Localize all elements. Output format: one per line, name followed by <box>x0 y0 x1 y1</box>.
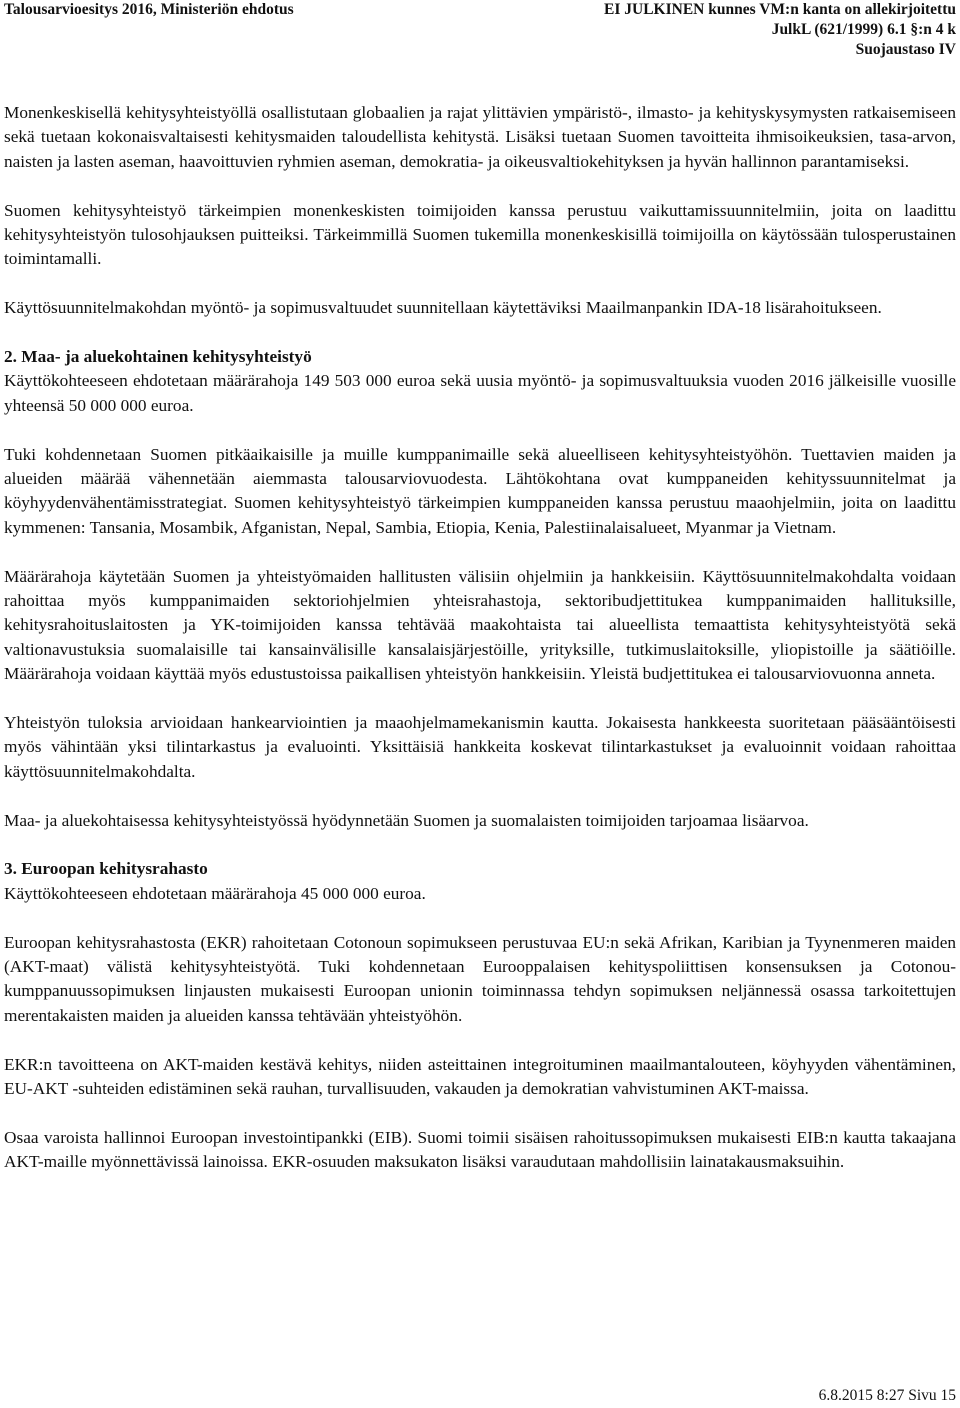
header-classification-line-2: JulkL (621/1999) 6.1 §:n 4 k <box>771 21 956 38</box>
section-heading-2: 2. Maa- ja aluekohtainen kehitysyhteistyö <box>4 347 312 367</box>
paragraph: Osaa varoista hallinnoi Euroopan investointipankki (EIB). Suomi toimii sisäisen rahoitussopimuksen mukaisesti EIB:n kautta takaajana AKT-maille myönnettävissä lainoissa. EKR-osuuden maksukaton lisäksi varaudutaan mahdollisiin lainatakausmaksuihin. <box>4 1127 956 1172</box>
header-title: Talousarvioesitys 2016, Ministeriön ehdotus <box>4 1 294 18</box>
header-classification-line-1: EI JULKINEN kunnes VM:n kanta on allekirjoitettu <box>604 1 956 18</box>
section-heading-3: 3. Euroopan kehitysrahasto <box>4 859 208 879</box>
paragraph: Monenkeskisellä kehitysyhteistyöllä osallistutaan globaalien ja rajat ylittävien ympäristö-, ilmasto- ja kehityskysymysten ratkaisemiseen sekä tuetaan kokonaisvaltaisesti kehitysmaiden taloudellista kehitystä. Lisäksi tuetaan Suomen tavoitteita ihmisoikeuksien, tasa-arvon, naisten ja lasten aseman, haavoittuvien ryhmien aseman, demokratia- ja oikeusvaltiokehityksen ja hyvän hallinnon parantamiseksi. <box>4 103 956 171</box>
page-footer: 6.8.2015 8:27 Sivu 15 <box>818 1387 956 1404</box>
paragraph: Yhteistyön tuloksia arvioidaan hankearviointien ja maaohjelmamekanismin kautta. Jokaisesta hankkeesta suoritetaan pääsääntöisesti myös vähintään yksi tilintarkastus ja evaluointi. Yksittäisiä hankkeita koskevat tilintarkastukset ja evaluoinnit voidaan rahoittaa käyttösuunnitelmakohdalta. <box>4 713 956 781</box>
paragraph: Maa- ja aluekohtaisessa kehitysyhteistyössä hyödynnetään Suomen ja suomalaisten toimijoiden tarjoamaa lisäarvoa. <box>4 810 809 830</box>
paragraph: Suomen kehitysyhteistyö tärkeimpien monenkeskisten toimijoiden kanssa perustuu vaikuttamissuunnitelmiin, joita on laadittu kehitysyhteistyön tulosohjauksen puitteiksi. Tärkeimmillä Suomen tukemilla monenkeskisillä toimijoilla on käytössään tulosperustainen toimintamalli. <box>4 200 956 269</box>
paragraph: Käyttökohteeseen ehdotetaan määrärahoja 149 503 000 euroa sekä uusia myöntö- ja sopimusvaltuuksia vuoden 2016 jälkeisille vuosille yhteensä 50 000 000 euroa. <box>4 371 956 415</box>
paragraph: Määrärahoja käytetään Suomen ja yhteistyömaiden hallitusten välisiin ohjelmiin ja hankkeisiin. Käyttösuunnitelmakohdalta voidaan rahoittaa myös kumppanimaiden sektoriohjelmien yhteisrahastoja, sektoribudjettitukea kumppanimaiden hallituksille, kehitysrahoituslaitosten ja YK-toimijoiden kanssa tehtävää maakohtaista tai alueellista temaattista kehitysyhteistyötä sekä valtionavustuksia suomalaisille tai kansainvälisille kansalaisjärjestöille, yrityksille, tutkimuslaitoksille, yliopistoille ja säätiöille. Määrärahoja voidaan käyttää myös edustustoissa paikallisen yhteistyön hankkeisiin. Yleistä budjettitukea ei talousarviovuonna anneta. <box>4 566 956 684</box>
header-classification <box>604 0 956 60</box>
paragraph: Käyttösuunnitelmakohdan myöntö- ja sopimusvaltuudet suunnitellaan käytettäviksi Maailmanpankin IDA-18 lisärahoitukseen. <box>4 298 882 318</box>
paragraph: Tuki kohdennetaan Suomen pitkäaikaisille ja muille kumppanimaille sekä alueelliseen kehitysyhteistyöhön. Tuettavien maiden ja alueiden määrää vähennetään aiemmasta talousarviovuodesta. Lähtökohtana ovat kumppaneiden kehityssuunnitelmat ja köyhyydenvähentämisstrategiat. Suomen kehitysyhteistyö tärkeimpien kumppaneiden kanssa perustuu maaohjelmiin, joita on laadittu kymmenen: Tansania, Mosambik, Afganistan, Nepal, Sambia, Etiopia, Kenia, Palestiinalaisalueet, Myanmar ja Vietnam. <box>4 444 956 537</box>
paragraph: Käyttökohteeseen ehdotetaan määrärahoja 45 000 000 euroa. <box>4 883 426 903</box>
paragraph: EKR:n tavoitteena on AKT-maiden kestävä kehitys, niiden asteittainen integroituminen maailmantalouteen, köyhyyden vähentäminen, EU-AKT -suhteiden edistäminen sekä rauhan, turvallisuuden, vakauden ja demokratian vahvistuminen AKT-maissa. <box>4 1054 956 1099</box>
paragraph: Euroopan kehitysrahastosta (EKR) rahoitetaan Cotonoun sopimukseen perustuvaa EU:n sekä Afrikan, Karibian ja Tyynenmeren maiden (AKT-maat) välistä kehitysyhteistyötä. Tuki kohdennetaan Eurooppalaisen kehityspoliittisen konsensuksen ja Cotonou-kumppanuussopimuksen linjausten mukaisesti Euroopan unionin toiminnassa tehdyn sopimuksen neljännessä osassa tarkoitettujen merentakaisten maiden ja alueiden kanssa tehtävään yhteistyöhön. <box>4 932 956 1025</box>
document-body <box>4 101 956 1199</box>
header-classification-line-3: Suojaustaso IV <box>855 41 956 58</box>
